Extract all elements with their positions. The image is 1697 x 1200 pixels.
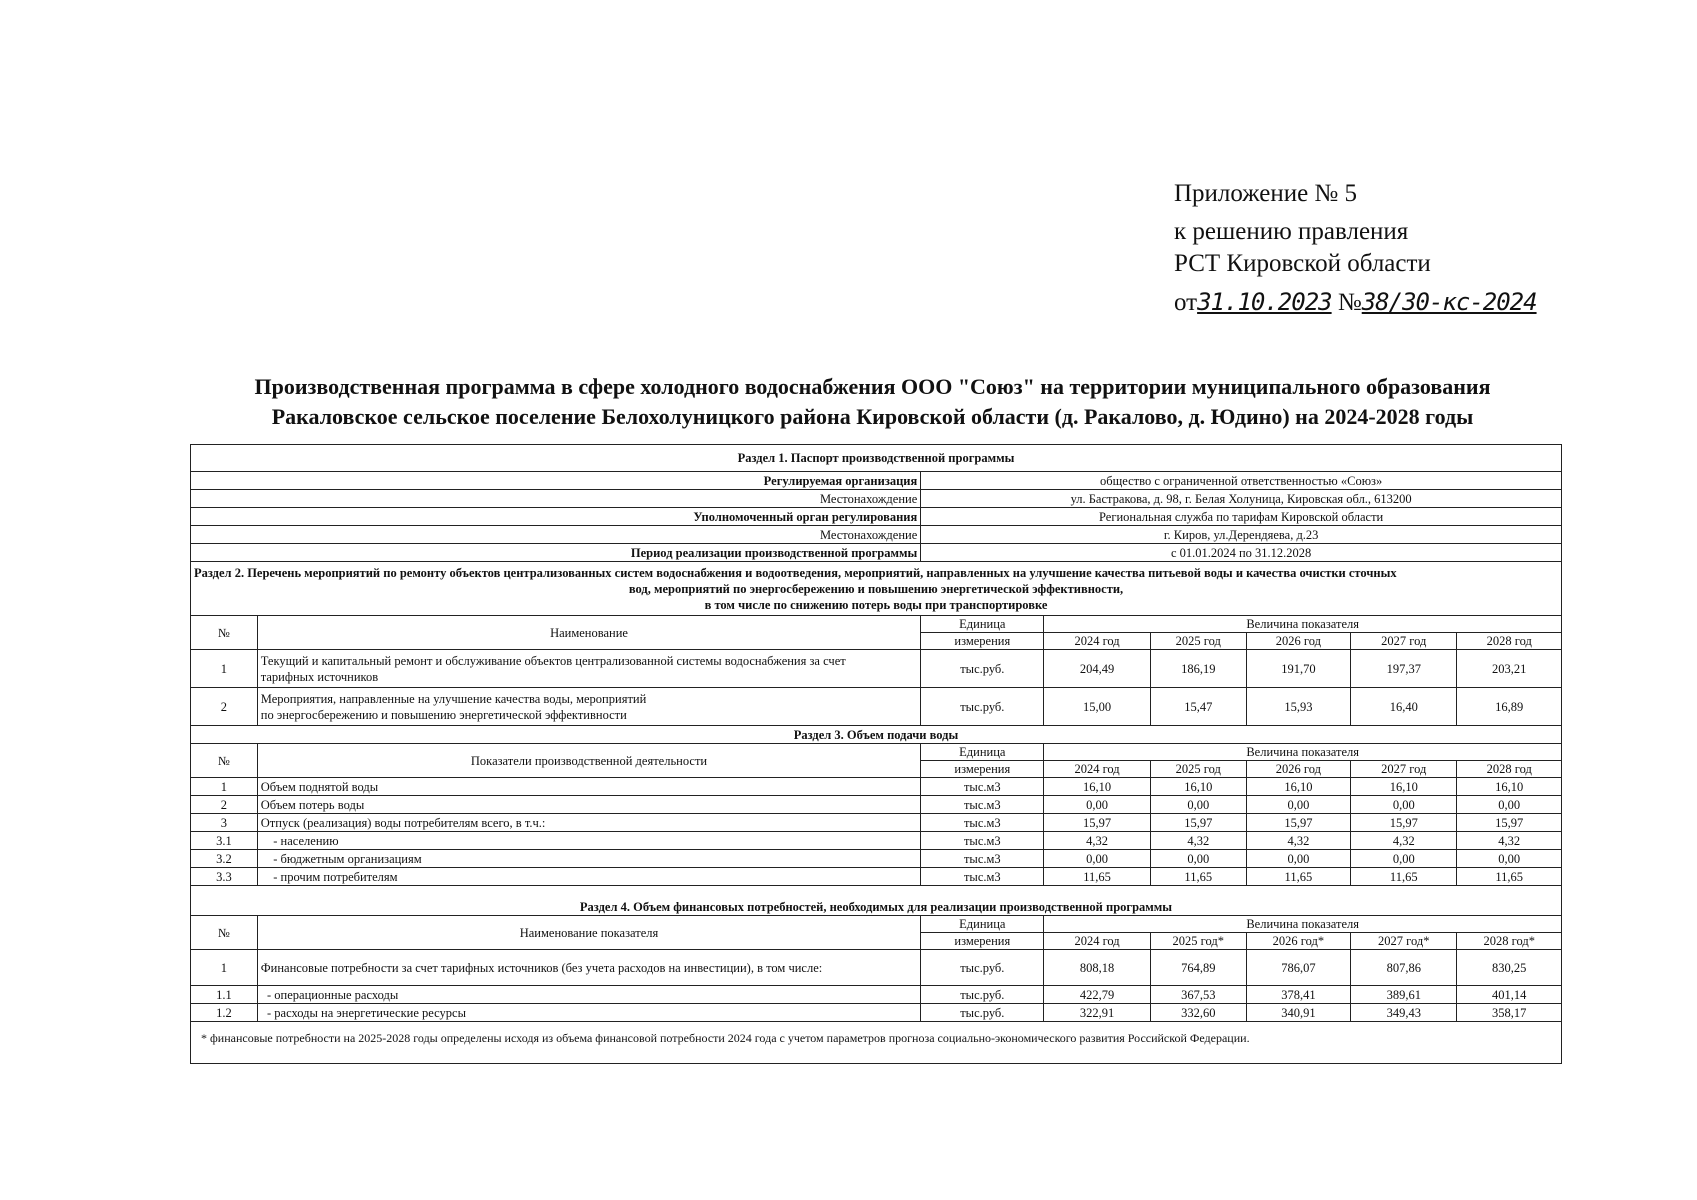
row-name: Объем потерь воды bbox=[257, 796, 921, 814]
col-num: № bbox=[191, 916, 258, 950]
row-unit: тыс.руб. bbox=[921, 986, 1044, 1004]
year-header: 2024 год bbox=[1044, 633, 1150, 650]
appendix-date-line bbox=[1174, 286, 1537, 319]
row-value: 4,32 bbox=[1246, 832, 1350, 850]
number-prefix: № bbox=[1337, 289, 1362, 316]
row-unit: тыс.руб. bbox=[921, 650, 1044, 688]
col-value: Величина показателя bbox=[1044, 744, 1562, 761]
year-header: 2028 год bbox=[1457, 761, 1562, 778]
row-value: 11,65 bbox=[1457, 868, 1562, 886]
row-value: 4,32 bbox=[1150, 832, 1246, 850]
row-value: 15,00 bbox=[1044, 688, 1150, 726]
year-header: 2027 год bbox=[1351, 633, 1457, 650]
row-name: - бюджетным организациям bbox=[257, 850, 921, 868]
col-unit: измерения bbox=[921, 933, 1044, 950]
row-value: 16,10 bbox=[1044, 778, 1150, 796]
table-row bbox=[191, 688, 1562, 726]
row-value: 378,41 bbox=[1246, 986, 1350, 1004]
table-row bbox=[191, 650, 1562, 688]
row-value: 4,32 bbox=[1457, 832, 1562, 850]
table-row bbox=[191, 850, 1562, 868]
col-num: № bbox=[191, 744, 258, 778]
row-name-line-1: Мероприятия, направленные на улучшение качества воды, мероприятий bbox=[260, 691, 647, 706]
section1-title: Раздел 1. Паспорт производственной программы bbox=[191, 445, 1562, 472]
row-value: 197,37 bbox=[1351, 650, 1457, 688]
year-header: 2024 год bbox=[1044, 933, 1150, 950]
row-value: 191,70 bbox=[1246, 650, 1350, 688]
year-header: 2026 год* bbox=[1246, 933, 1350, 950]
row-value: 807,86 bbox=[1351, 950, 1457, 986]
col-name: Показатели производственной деятельности bbox=[257, 744, 921, 778]
row-num: 1.1 bbox=[191, 986, 258, 1004]
row-value: 0,00 bbox=[1044, 796, 1150, 814]
passport-label: Регулируемая организация bbox=[191, 472, 921, 490]
row-name-line-1: Текущий и капитальный ремонт и обслуживание объектов централизованной системы водоснабжения за счет bbox=[260, 653, 846, 668]
appendix-decision: к решению правления bbox=[1174, 218, 1409, 245]
section3-title: Раздел 3. Объем подачи воды bbox=[191, 726, 1562, 744]
row-name: - населению bbox=[257, 832, 921, 850]
year-header: 2028 год bbox=[1457, 633, 1562, 650]
row-name: Отпуск (реализация) воды потребителям всего, в т.ч.: bbox=[257, 814, 921, 832]
row-unit: тыс.м3 bbox=[921, 850, 1044, 868]
footnote: * финансовые потребности на 2025-2028 годы определены исходя из объема финансовой потребности 2024 года с учетом параметров прогноза социально-экономического развития Российской Федерации. bbox=[191, 1022, 1562, 1064]
row-value: 11,65 bbox=[1150, 868, 1246, 886]
row-num: 1 bbox=[191, 778, 258, 796]
passport-value: с 01.01.2024 по 31.12.2028 bbox=[921, 544, 1562, 562]
row-value: 0,00 bbox=[1150, 850, 1246, 868]
row-value: 4,32 bbox=[1044, 832, 1150, 850]
row-value: 15,97 bbox=[1351, 814, 1457, 832]
passport-label: Период реализации производственной программы bbox=[191, 544, 921, 562]
row-unit: тыс.руб. bbox=[921, 950, 1044, 986]
from-prefix: от bbox=[1174, 289, 1198, 316]
row-name: Финансовые потребности за счет тарифных источников (без учета расходов на инвестиции), в том числе: bbox=[257, 950, 921, 986]
passport-value: ул. Бастракова, д. 98, г. Белая Холуница, Кировская обл., 613200 bbox=[921, 490, 1562, 508]
year-header: 2027 год bbox=[1351, 761, 1457, 778]
row-num: 3.3 bbox=[191, 868, 258, 886]
row-num: 2 bbox=[191, 796, 258, 814]
passport-value: общество с ограниченной ответственностью «Союз» bbox=[921, 472, 1562, 490]
passport-label: Местонахождение bbox=[191, 526, 921, 544]
year-header: 2028 год* bbox=[1457, 933, 1562, 950]
row-value: 332,60 bbox=[1150, 1004, 1246, 1022]
year-header: 2026 год bbox=[1246, 761, 1350, 778]
col-num: № bbox=[191, 616, 258, 650]
row-value: 786,07 bbox=[1246, 950, 1350, 986]
section4-title: Раздел 4. Объем финансовых потребностей, необходимых для реализации производственной программы bbox=[191, 886, 1562, 916]
section2-title-line-3: в том числе по снижению потерь воды при транспортировке bbox=[704, 597, 1048, 612]
row-name-line-2: тарифных источников bbox=[260, 669, 379, 684]
row-value: 186,19 bbox=[1150, 650, 1246, 688]
col-unit: Единица bbox=[921, 744, 1044, 761]
row-unit: тыс.м3 bbox=[921, 796, 1044, 814]
col-unit: Единица bbox=[921, 616, 1044, 633]
row-value: 15,93 bbox=[1246, 688, 1350, 726]
row-value: 0,00 bbox=[1044, 850, 1150, 868]
row-value: 0,00 bbox=[1246, 850, 1350, 868]
decision-number: 38/30-кс-2024 bbox=[1361, 288, 1537, 316]
row-unit: тыс.м3 bbox=[921, 832, 1044, 850]
row-unit: тыс.м3 bbox=[921, 814, 1044, 832]
table-row bbox=[191, 986, 1562, 1004]
table-row bbox=[191, 868, 1562, 886]
year-header: 2024 год bbox=[1044, 761, 1150, 778]
row-name bbox=[257, 688, 921, 726]
row-name: Объем поднятой воды bbox=[257, 778, 921, 796]
row-value: 204,49 bbox=[1044, 650, 1150, 688]
row-value: 764,89 bbox=[1150, 950, 1246, 986]
title-line-2: Ракаловское сельское поселение Белохолуницкого района Кировской области (д. Ракалово, д. Юдино) на 2024-2028 годы bbox=[271, 404, 1474, 429]
table-row bbox=[191, 796, 1562, 814]
title-line-1: Производственная программа в сфере холодного водоснабжения ООО "Союз" на территории муниципального образования bbox=[254, 374, 1491, 399]
row-value: 11,65 bbox=[1351, 868, 1457, 886]
row-value: 15,97 bbox=[1246, 814, 1350, 832]
table-row bbox=[191, 778, 1562, 796]
row-value: 16,40 bbox=[1351, 688, 1457, 726]
row-value: 15,97 bbox=[1457, 814, 1562, 832]
table-row bbox=[191, 950, 1562, 986]
row-name: - расходы на энергетические ресурсы bbox=[257, 1004, 921, 1022]
appendix-block bbox=[1174, 178, 1537, 319]
row-value: 11,65 bbox=[1246, 868, 1350, 886]
row-value: 401,14 bbox=[1457, 986, 1562, 1004]
row-value: 0,00 bbox=[1150, 796, 1246, 814]
row-value: 0,00 bbox=[1457, 850, 1562, 868]
row-value: 16,10 bbox=[1351, 778, 1457, 796]
row-value: 367,53 bbox=[1150, 986, 1246, 1004]
appendix-number: Приложение № 5 bbox=[1174, 180, 1358, 207]
row-unit: тыс.руб. bbox=[921, 688, 1044, 726]
row-unit: тыс.м3 bbox=[921, 868, 1044, 886]
passport-label: Уполномоченный орган регулирования bbox=[191, 508, 921, 526]
decision-date: 31.10.2023 bbox=[1197, 288, 1332, 316]
table-row bbox=[191, 832, 1562, 850]
year-header: 2025 год* bbox=[1150, 933, 1246, 950]
section2-title bbox=[191, 562, 1562, 616]
row-value: 0,00 bbox=[1351, 850, 1457, 868]
row-num: 2 bbox=[191, 688, 258, 726]
row-value: 16,10 bbox=[1150, 778, 1246, 796]
row-value: 203,21 bbox=[1457, 650, 1562, 688]
row-value: 15,97 bbox=[1044, 814, 1150, 832]
row-value: 808,18 bbox=[1044, 950, 1150, 986]
row-value: 389,61 bbox=[1351, 986, 1457, 1004]
row-value: 16,10 bbox=[1457, 778, 1562, 796]
row-value: 830,25 bbox=[1457, 950, 1562, 986]
row-value: 16,89 bbox=[1457, 688, 1562, 726]
row-value: 349,43 bbox=[1351, 1004, 1457, 1022]
row-num: 1.2 bbox=[191, 1004, 258, 1022]
section2-title-line-1: Раздел 2. Перечень мероприятий по ремонту объектов централизованных систем водоснабжения и водоотведения, мероприятий, направленных на улучшение качества питьевой воды и качества очистки сточных bbox=[194, 565, 1397, 580]
passport-label: Местонахождение bbox=[191, 490, 921, 508]
row-value: 16,10 bbox=[1246, 778, 1350, 796]
row-value: 0,00 bbox=[1351, 796, 1457, 814]
row-value: 15,47 bbox=[1150, 688, 1246, 726]
col-name: Наименование bbox=[257, 616, 921, 650]
row-num: 1 bbox=[191, 950, 258, 986]
row-value: 15,97 bbox=[1150, 814, 1246, 832]
row-value: 11,65 bbox=[1044, 868, 1150, 886]
appendix-authority: РСТ Кировской области bbox=[1174, 250, 1431, 277]
col-value: Величина показателя bbox=[1044, 916, 1562, 933]
passport-value: Региональная служба по тарифам Кировской области bbox=[921, 508, 1562, 526]
row-num: 3 bbox=[191, 814, 258, 832]
program-table bbox=[190, 444, 1562, 1064]
row-num: 1 bbox=[191, 650, 258, 688]
row-value: 340,91 bbox=[1246, 1004, 1350, 1022]
row-num: 3.2 bbox=[191, 850, 258, 868]
row-name: - операционные расходы bbox=[257, 986, 921, 1004]
row-value: 322,91 bbox=[1044, 1004, 1150, 1022]
row-unit: тыс.м3 bbox=[921, 778, 1044, 796]
row-value: 4,32 bbox=[1351, 832, 1457, 850]
table-row bbox=[191, 1004, 1562, 1022]
year-header: 2025 год bbox=[1150, 761, 1246, 778]
col-unit: измерения bbox=[921, 633, 1044, 650]
row-num: 3.1 bbox=[191, 832, 258, 850]
section2-title-line-2: вод, мероприятий по энергосбережению и повышению энергетической эффективности, bbox=[628, 581, 1124, 596]
row-unit: тыс.руб. bbox=[921, 1004, 1044, 1022]
col-unit: Единица bbox=[921, 916, 1044, 933]
year-header: 2026 год bbox=[1246, 633, 1350, 650]
year-header: 2027 год* bbox=[1351, 933, 1457, 950]
year-header: 2025 год bbox=[1150, 633, 1246, 650]
col-unit: измерения bbox=[921, 761, 1044, 778]
row-name-line-2: по энергосбережению и повышению энергетической эффективности bbox=[260, 707, 627, 722]
table-row bbox=[191, 814, 1562, 832]
col-value: Величина показателя bbox=[1044, 616, 1562, 633]
col-name: Наименование показателя bbox=[257, 916, 921, 950]
row-name bbox=[257, 650, 921, 688]
row-value: 0,00 bbox=[1457, 796, 1562, 814]
row-value: 422,79 bbox=[1044, 986, 1150, 1004]
row-value: 0,00 bbox=[1246, 796, 1350, 814]
row-name: - прочим потребителям bbox=[257, 868, 921, 886]
row-value: 358,17 bbox=[1457, 1004, 1562, 1022]
passport-value: г. Киров, ул.Дерендяева, д.23 bbox=[921, 526, 1562, 544]
document-title bbox=[175, 372, 1570, 432]
